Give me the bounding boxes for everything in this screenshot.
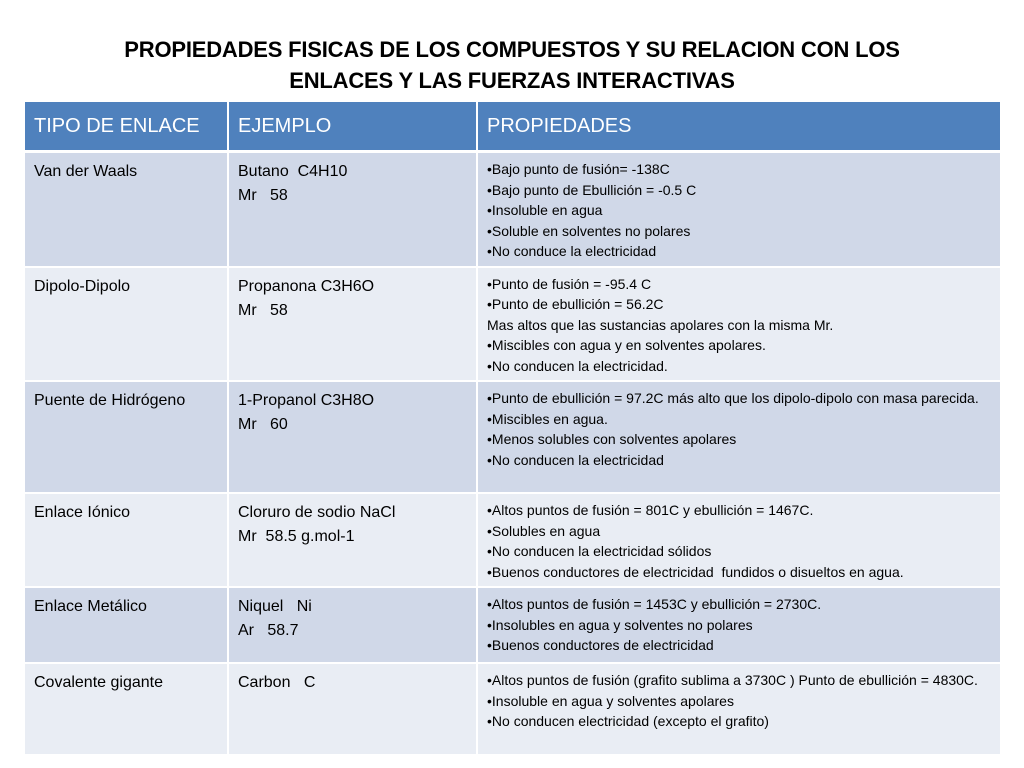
example-mass: Ar 58.7	[238, 622, 299, 639]
title-line-2: ENLACES Y LAS FUERZAS INTERACTIVAS	[289, 68, 735, 93]
header-tipo-de-enlace: TIPO DE ENLACE	[25, 102, 228, 152]
bond-type-cell: Dipolo-Dipolo	[25, 267, 228, 382]
bond-type-cell: Covalente gigante	[25, 663, 228, 755]
title-line-1: PROPIEDADES FISICAS DE LOS COMPUESTOS Y SU RELACION CON LOS	[124, 37, 900, 62]
property-item: •Buenos conductores de electricidad	[487, 637, 714, 653]
property-item: •Soluble en solventes no polares	[487, 222, 691, 239]
page-title	[40, 34, 984, 96]
table-row	[25, 381, 1000, 493]
property-item: •No conducen la electricidad	[487, 451, 664, 468]
example-cell	[228, 587, 477, 663]
table-row	[25, 152, 1000, 267]
example-compound: Propanona C3H6O	[238, 277, 375, 295]
properties-cell	[477, 267, 1000, 382]
property-item: •Altos puntos de fusión (grafito sublima a 3730C ) Punto de ebullición = 4830C.	[487, 672, 978, 688]
table-header-row	[25, 102, 1000, 152]
property-item: •No conducen electricidad (excepto el grafito)	[487, 713, 769, 729]
table-row	[25, 587, 1000, 663]
example-cell	[228, 152, 477, 267]
property-item: •Miscibles con agua y en solventes apolares.	[487, 337, 766, 353]
property-item: Mas altos que las sustancias apolares con la misma Mr.	[487, 316, 834, 333]
property-item: •Insoluble en agua y solventes apolares	[487, 692, 734, 709]
bond-type-cell: Van der Waals	[25, 152, 228, 267]
property-item: •Punto de ebullición = 56.2C	[487, 296, 664, 312]
example-mass: Mr 60	[238, 416, 288, 433]
example-compound: Carbon C	[238, 674, 316, 691]
example-compound: 1-Propanol C3H8O	[238, 392, 375, 409]
property-item: •Solubles en agua	[487, 522, 601, 539]
property-item: •No conduce la electricidad	[487, 243, 657, 259]
example-compound: Niquel Ni	[238, 598, 312, 615]
example-compound: Cloruro de sodio NaCl	[238, 504, 396, 521]
example-cell	[228, 493, 477, 587]
properties-cell	[477, 152, 1000, 267]
bond-type-cell: Enlace Iónico	[25, 493, 228, 587]
property-item: •Bajo punto de fusión= -138C	[487, 161, 670, 177]
property-item: •Buenos conductores de electricidad fundidos o disueltos en agua.	[487, 563, 904, 580]
properties-cell	[477, 663, 1000, 755]
header-ejemplo: EJEMPLO	[228, 102, 477, 152]
example-compound: Butano C4H10	[238, 163, 348, 180]
property-item: •Punto de fusión = -95.4 C	[487, 275, 652, 292]
example-cell	[228, 663, 477, 755]
property-item: •Insolubles en agua y solventes no polares	[487, 616, 753, 633]
property-item: •Altos puntos de fusión = 801C y ebullición = 1467C.	[487, 502, 814, 518]
property-item: •Bajo punto de Ebullición = -0.5 C	[487, 181, 697, 198]
properties-table	[25, 102, 1000, 756]
property-item: •Punto de ebullición = 97.2C más alto que los dipolo-dipolo con masa parecida.	[487, 390, 979, 406]
example-mass: Mr 58	[238, 187, 288, 204]
example-cell	[228, 267, 477, 382]
table-row	[25, 663, 1000, 755]
property-item: •No conducen la electricidad.	[487, 357, 668, 374]
example-cell	[228, 381, 477, 493]
properties-cell	[477, 381, 1000, 493]
property-item: •Menos solubles con solventes apolares	[487, 431, 737, 447]
example-mass: Mr 58.5 g.mol-1	[238, 528, 355, 545]
property-item: •Insoluble en agua	[487, 202, 603, 218]
property-item: •Altos puntos de fusión = 1453C y ebullición = 2730C.	[487, 596, 822, 612]
property-item: •Miscibles en agua.	[487, 410, 608, 427]
properties-cell	[477, 587, 1000, 663]
table-row	[25, 493, 1000, 587]
bond-type-cell: Enlace Metálico	[25, 587, 228, 663]
example-mass: Mr 58	[238, 301, 288, 319]
property-item: •No conducen la electricidad sólidos	[487, 543, 712, 559]
bond-type-cell: Puente de Hidrógeno	[25, 381, 228, 493]
header-propiedades: PROPIEDADES	[477, 102, 1000, 152]
properties-cell	[477, 493, 1000, 587]
table-row	[25, 267, 1000, 382]
